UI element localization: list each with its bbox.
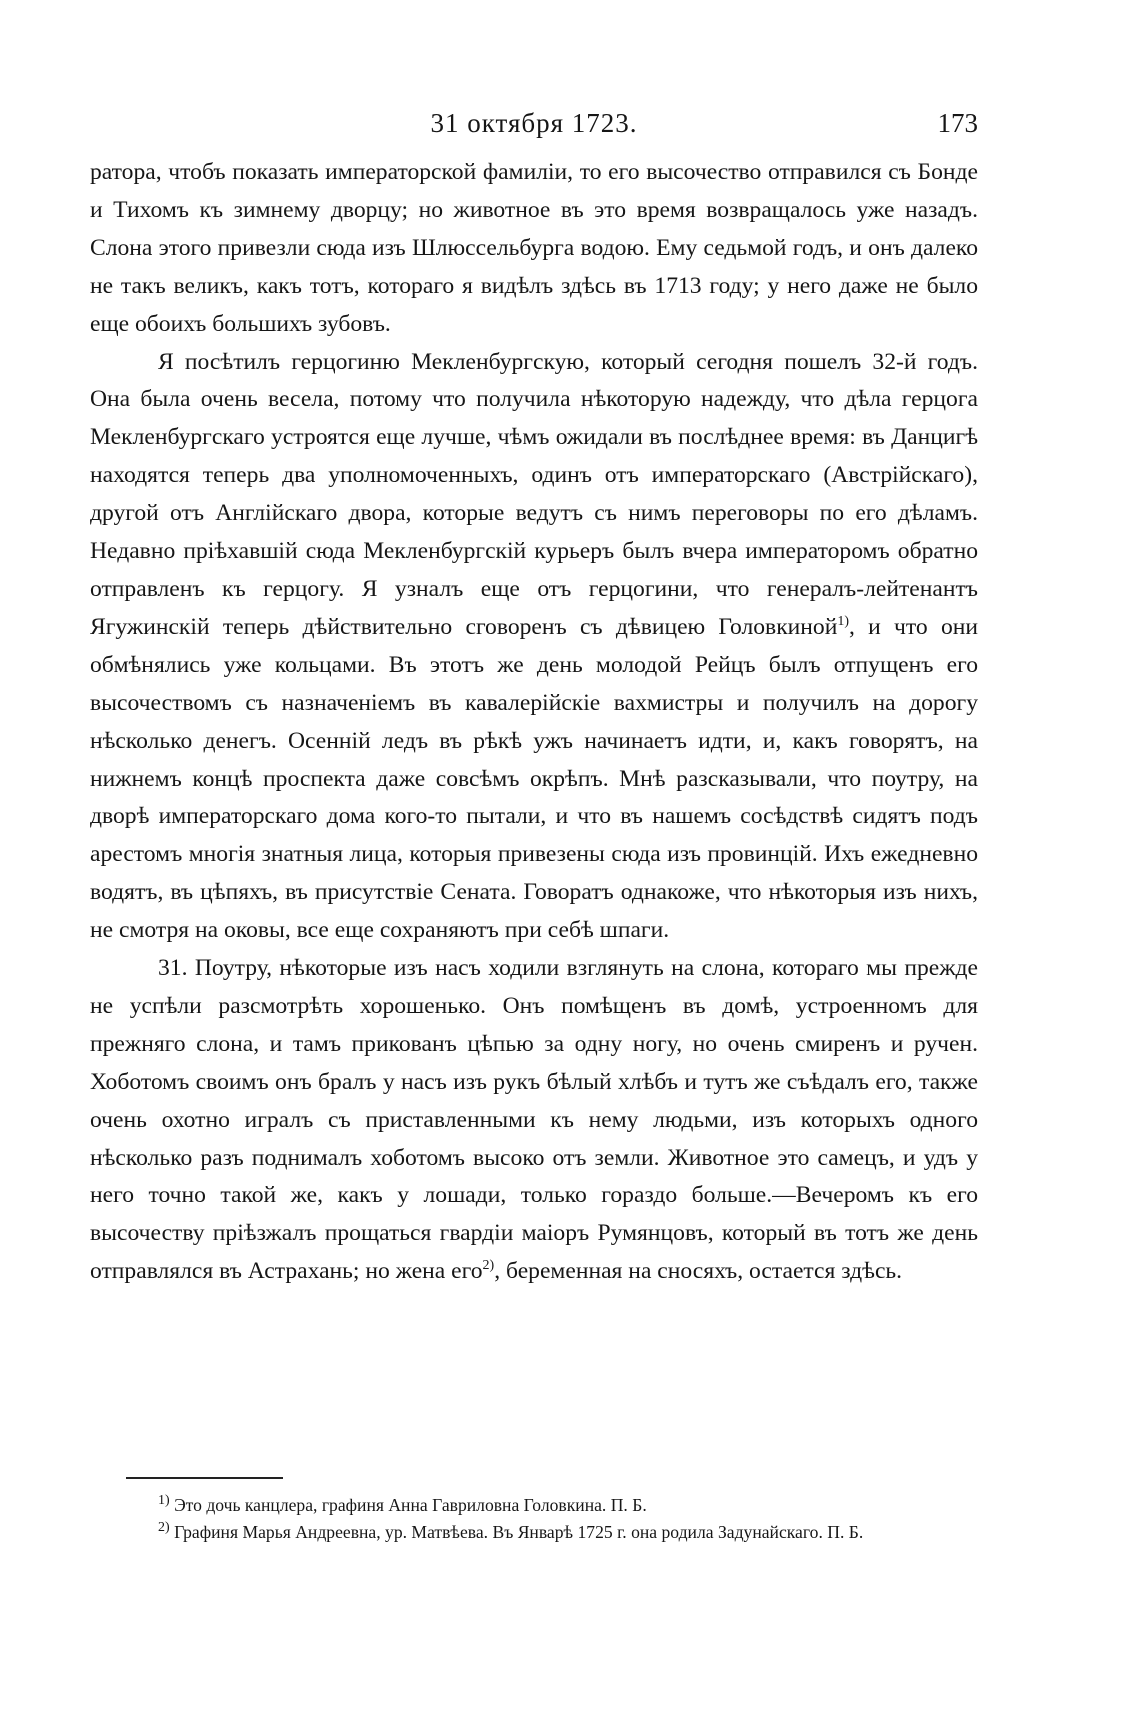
- page-number: 173: [937, 108, 978, 138]
- footnote: [90, 1492, 978, 1519]
- footnote-divider: [126, 1477, 283, 1479]
- paragraph-text: , беременная на сносяхъ, остается здѣсь.: [494, 1258, 903, 1285]
- paragraph-text: Я посѣтилъ герцогиню Мекленбургскую, который сегодня пошелъ 32-й годъ. Она была очень весела, потому что получила нѣкоторую надежду, что дѣла герцога Мекленбургскаго устроятся еще лучше, чѣмъ ожидали въ послѣднее время: въ Данцигѣ находятся теперь два уполномоченныхъ, одинъ отъ императорскаго (Австрійскаго), другой отъ Англійскаго двора, которые ведутъ съ нимъ переговоры по его дѣламъ. Недавно пріѣхавшій сюда Мекленбургскій курьеръ былъ вчера императоромъ обратно отправленъ къ герцогу. Я узналъ еще отъ герцогини, что генералъ-лейтенантъ Ягужинскій теперь дѣйствительно сговоренъ съ дѣвицею Головкиной: [90, 348, 978, 640]
- page-header: [90, 108, 978, 148]
- body-text: [90, 154, 978, 1291]
- footnote-text: Это дочь канцлера, графиня Анна Гавриловна Головкина. П. Б.: [169, 1495, 647, 1515]
- footnote-reference: 1): [837, 614, 850, 630]
- footnote: [90, 1519, 978, 1546]
- footnote-reference: 2): [482, 1258, 495, 1274]
- paragraph-text: , и что они обмѣнялись уже кольцами. Въ этотъ же день молодой Рейцъ былъ отпущенъ его высочествомъ съ назначеніемъ въ кавалерійскіе вахмистры и получилъ на дорогу нѣсколько денегъ. Осенній ледъ въ рѣкѣ ужъ начинаетъ идти, и, какъ говорятъ, на нижнемъ концѣ проспекта даже совсѣмъ окрѣпъ. Мнѣ разсказывали, что поутру, на дворѣ императорскаго дома кого-то пытали, и что въ нашемъ сосѣдствѣ сидятъ подъ арестомъ многія знатныя лица, которыя привезены сюда изъ провинцій. Ихъ ежедневно водятъ, въ цѣпяхъ, въ присутствіе Сената. Говоратъ однакоже, что нѣкоторыя изъ нихъ, не смотря на оковы, все еще сохраняютъ при себѣ шпаги.: [90, 613, 978, 944]
- paragraph: [90, 154, 978, 344]
- footnotes: [90, 1492, 978, 1546]
- footnote-marker: 1): [158, 1493, 170, 1509]
- paragraph: [90, 344, 978, 951]
- paragraph-text: ратора, чтобъ показать императорской фамиліи, то его высочество отправился съ Бонде и Тихомъ къ зимнему дворцу; но животное въ это время возвращалось уже назадъ. Слона этого привезли сюда изъ Шлюссельбурга водою. Ему седьмой годъ, и онъ далеко не такъ великъ, какъ тотъ, котораго я видѣлъ здѣсь въ 1713 году; у него даже не было еще обоихъ большихъ зубовъ.: [90, 159, 978, 337]
- footnote-text: Графиня Марья Андреевна, ур. Матвѣева. Въ Январѣ 1725 г. она родила Задунайскаго. П. Б.: [169, 1522, 864, 1542]
- paragraph: [90, 950, 978, 1291]
- running-head: 31 октября 1723.: [430, 108, 638, 138]
- footnote-marker: 2): [158, 1520, 170, 1536]
- paragraph-text: 31. Поутру, нѣкоторые изъ насъ ходили взглянуть на слона, котораго мы прежде не успѣли разсмотрѣть хорошенько. Онъ помѣщенъ въ домѣ, устроенномъ для прежняго слона, и тамъ прикованъ цѣпью за одну ногу, но очень смиренъ и ручен. Хоботомъ своимъ онъ бралъ у насъ изъ рукъ бѣлый хлѣбъ и тутъ же съѣдалъ его, также очень охотно игралъ съ приставленными къ нему людьми, изъ которыхъ одного нѣсколько разъ поднималъ хоботомъ высоко отъ земли. Животное это самецъ, и удъ у него точно такой же, какъ у лошади, только гораздо больше.—Вечеромъ къ его высочеству пріѣзжалъ прощаться гвардіи маіоръ Румянцовъ, который въ тотъ же день отправлялся въ Астрахань; но жена его: [90, 955, 978, 1285]
